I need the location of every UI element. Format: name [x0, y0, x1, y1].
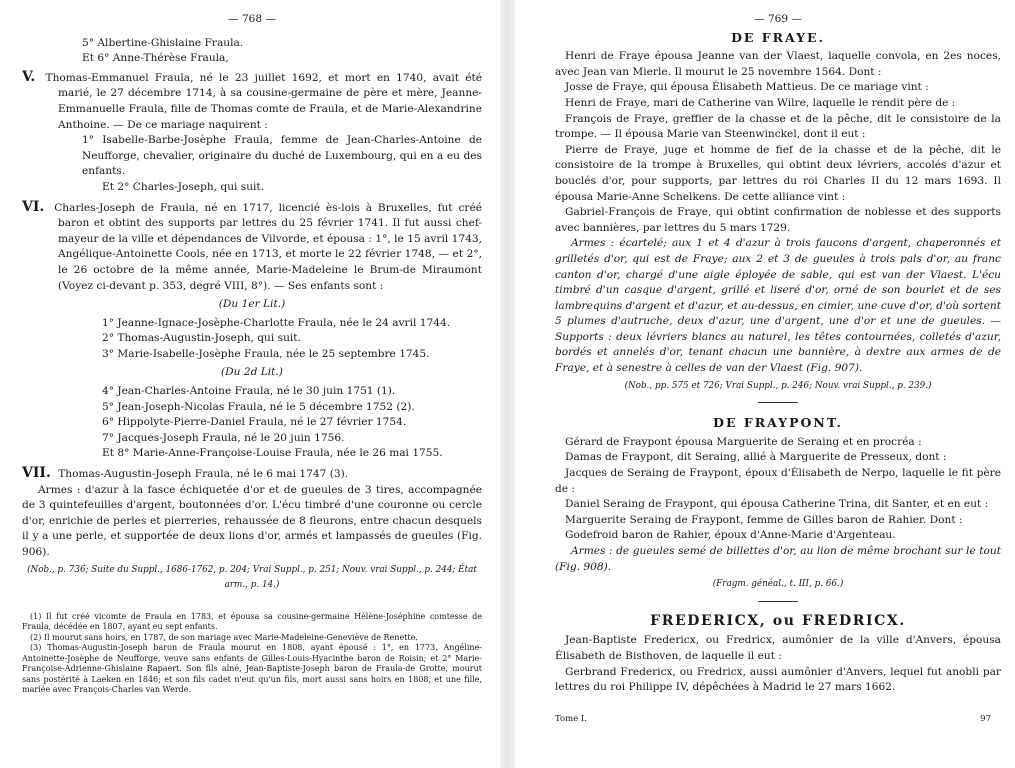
- footnote: (3) Thomas-Augustin-Joseph baron de Fraula mourut en 1808, ayant épousé : 1°, en 1773, Angéline-Antoinette-Josèphe de Neufforge, veuve sans enfants de Gilles-Louis-Hyacinthe baron de Roisin; et 2° Marie-Françoise-Adrienne-Ghislaine Rapaert. Son fils aîné, Jean-Baptiste-Joseph baron de Fraula-de Grotte, mourut sans postérité à Laeken en 1846; et son fils cadet n'eut qu'un fils, mort aussi sans hoirs en 1808, et une fille, mariée avec François-Charles van Werde.: [22, 643, 482, 695]
- page-number-left: — 768 —: [228, 13, 276, 25]
- child-line: 5° Albertine-Ghislaine Fraula.: [82, 36, 244, 49]
- degree-v: [22, 70, 482, 133]
- section-divider: [758, 402, 798, 403]
- child-line: 7° Jacques-Joseph Fraula, né le 20 juin 1756.: [102, 431, 345, 444]
- genealogy-line: Gabriel-François de Fraye, qui obtint confirmation de noblesse et des supports avec bannières, par lettres du 5 mars 1729.: [555, 206, 1001, 234]
- degree-text: Charles-Joseph de Fraula, né en 1717, licencié ès-lois à Bruxelles, fut créé baron et obtint des supports par lettres du 25 février 1741. Il fut aussi chef-mayeur de la ville et dépendances de Vilvorde, et épousa : 1°, le 15 avril 1743, Angélique-Antoinette Cools, née en 1713, et morte le 22 février 1748, — et 2°, le 26 octobre de la même année, Marie-Madeleine le Brum-de Miraumont (Voyez ci-devant p. 353, degré VIII, 8°). — Ses enfants sont :: [54, 201, 482, 292]
- child-line: 1° Jeanne-Ignace-Josèphe-Charlotte Fraula, née le 24 avril 1744.: [102, 316, 451, 329]
- references-fraye: (Nob., pp. 575 et 726; Vrai Suppl., p. 246; Nouv. vrai Suppl., p. 239.): [624, 380, 932, 391]
- degree-roman: VI.: [22, 198, 45, 215]
- child-line: 2° Thomas-Augustin-Joseph, qui suit.: [102, 332, 301, 345]
- genealogy-line: Pierre de Fraye, juge et homme de fief de la chasse et de la pêche, dit le consistoire de la trompe à Bruxelles, qui obtint deux lévriers, accolés d'azur et bouclés d'or, pour supports, par lettres du roi Charles II du 12 mars 1693. Il épousa Marie-Anne Schelkens. De cette alliance vint :: [555, 143, 1001, 203]
- armes-fraula: Armes : d'azur à la fasce échiquetée d'or et de gueules de 3 tires, accompagnée de 3 quintefeuilles d'argent, boutonnées d'or. L'écu timbré d'une couronne ou cercle d'or, enrichie de perles et pierreries, rehaussée de 8 fleurons, entre chacun desquels il y a une perle, et supportée de deux lions d'or, armés et lampassés de gueules (Fig. 906).: [22, 483, 482, 558]
- child-line: 6° Hippolyte-Pierre-Daniel Fraula, né le 27 février 1754.: [102, 416, 407, 429]
- signature-mark: 97: [980, 713, 991, 724]
- section-divider: [758, 601, 798, 602]
- degree-text: Thomas-Augustin-Joseph Fraula, né le 6 mai 1747 (3).: [58, 468, 349, 481]
- genealogy-line: Jacques de Seraing de Fraypont, époux d'Élisabeth de Nerpo, laquelle le fit père de :: [555, 467, 1001, 495]
- genealogy-line: Daniel Seraing de Fraypont, qui épousa Catherine Trina, dit Santer, et en eut :: [565, 498, 989, 511]
- lit-heading: (Du 1er Lit.): [218, 298, 286, 311]
- page-number-right: — 769 —: [754, 13, 802, 25]
- heading-de-fraypont: DE FRAYPONT.: [713, 415, 843, 431]
- child-line: 5° Jean-Joseph-Nicolas Fraula, né le 5 décembre 1752 (2).: [102, 400, 415, 413]
- degree-roman: VII.: [22, 465, 51, 482]
- child-line: 4° Jean-Charles-Antoine Fraula, né le 30 juin 1751 (1).: [102, 385, 396, 398]
- genealogy-line: Jean-Baptiste Fredericx, ou Fredricx, aumônier de la ville d'Anvers, épousa Élisabeth de Bisthoven, de laquelle il eut :: [555, 634, 1001, 662]
- child-line: Et 6° Anne-Thérèse Fraula,: [82, 52, 229, 65]
- heading-fredericx: FREDERICX, ou FREDRICX.: [650, 612, 906, 629]
- child-line: 3° Marie-Isabelle-Josèphe Fraula, née le 25 septembre 1745.: [102, 347, 430, 360]
- child-line: Et 2° Charles-Joseph, qui suit.: [102, 180, 265, 193]
- armes-fraye: Armes : écartelé; aux 1 et 4 d'azur à trois faucons d'argent, chaperonnés et grilletés d'or, qui est de Fraye; aux 2 et 3 de gueules à trois pals d'or, au franc canton d'or, chargé d'une aigle éployée de sable, qui est van der Vlaest. L'écu timbré d'un casque d'argent, grillé et liseré d'or, orné de son bourlet et de ses lambrequins d'argent et d'azur, et au-dessus, en cimier, une cuve d'or, d'où sortent 5 plumes d'autruche, deux d'azur, une d'argent, une d'or et une de gueules. — Supports : deux lévriers blancs au naturel, les têtes contournées, colletés d'azur, bordés et annelés d'or, tenant chacun une bannière, à dextre aux armes de de Fraye, et à senestre à celles de van der Vlaest (Fig. 907).: [555, 237, 1001, 375]
- degree-vi: [22, 200, 482, 295]
- right-page: [515, 0, 1015, 768]
- child-line: Et 8° Marie-Anne-Françoise-Louise Fraula, née le 26 mai 1755.: [102, 447, 443, 460]
- footnote: (2) Il mourut sans hoirs, en 1787, de son mariage avec Marie-Madeleine-Geneviève de Renette.: [30, 632, 418, 642]
- genealogy-line: François de Fraye, greffier de la chasse et de la pêche, dit le consistoire de la trompe. — Il épousa Marie van Steenwinckel, dont il eut :: [555, 112, 1001, 141]
- footnote: (1) Il fut créé vicomte de Fraula en 1783, et épousa sa cousine-germaine Hélène-Joséphine comtesse de Fraula, décédée en 1807, ayant eu sept enfants.: [22, 611, 482, 632]
- genealogy-line: Henri de Fraye épousa Jeanne van der Vlaest, laquelle convola, en 2es noces, avec Jean van Mierle. Il mourut le 25 novembre 1564. Dont :: [555, 50, 1001, 78]
- genealogy-line: Damas de Fraypont, dit Seraing, allié à Marguerite de Presseux, dont :: [565, 451, 947, 464]
- degree-text: Thomas-Emmanuel Fraula, né le 23 juillet 1692, et mort en 1740, avait été marié, le 27 décembre 1714, à sa cousine-germaine de père et mère, Jeanne-Emmanuelle Fraula, fille de Thomas comte de Fraula, et de Marie-Alexandrine Anthoine. — De ce mariage naquirent :: [45, 71, 482, 131]
- genealogy-line: Godefroid baron de Rahier, époux d'Anne-Marie d'Argenteau.: [565, 529, 896, 542]
- references-fraypont: (Fragm. généal., t. III, p. 66.): [712, 579, 844, 590]
- lit-heading: (Du 2d Lit.): [221, 366, 283, 379]
- genealogy-line: Gérard de Fraypont épousa Marguerite de Seraing et en procréa :: [565, 435, 922, 448]
- book-gutter: [500, 0, 515, 768]
- heading-de-fraye: DE FRAYE.: [731, 29, 825, 45]
- volume-label: Tome I.: [555, 713, 587, 724]
- genealogy-line: Gerbrand Fredericx, ou Fredricx, aussi aumônier d'Anvers, lequel fut anobli par lettres du roi Philippe IV, dépêchées à Madrid le 27 mars 1662.: [555, 665, 1001, 694]
- genealogy-line: Henri de Fraye, mari de Catherine van Wilre, laquelle le rendit père de :: [565, 96, 956, 109]
- page-footer: [555, 712, 1001, 728]
- footnotes: [22, 612, 482, 696]
- degree-roman: V.: [22, 68, 36, 85]
- genealogy-line: Josse de Fraye, qui épousa Élisabeth Mattieus. De ce mariage vint :: [565, 81, 929, 94]
- references-fraula: (Nob., p. 736; Suite du Suppl., 1686-1762, p. 204; Vrai Suppl., p. 251; Nouv. vrai Suppl., p. 244; État arm., p. 14.): [27, 564, 477, 591]
- left-page: [0, 0, 500, 768]
- degree-vii: [22, 466, 482, 483]
- genealogy-line: Marguerite Seraing de Fraypont, femme de Gilles baron de Rahier. Dont :: [565, 513, 963, 526]
- armes-fraypont: Armes : de gueules semé de billettes d'or, au lion de même brochant sur le tout (Fig. 908).: [555, 545, 1001, 573]
- child-line: 1° Isabelle-Barbe-Josèphe Fraula, femme de Jean-Charles-Antoine de Neufforge, chevalier, originaire du duché de Luxembourg, qui en a eu des enfants.: [82, 134, 482, 178]
